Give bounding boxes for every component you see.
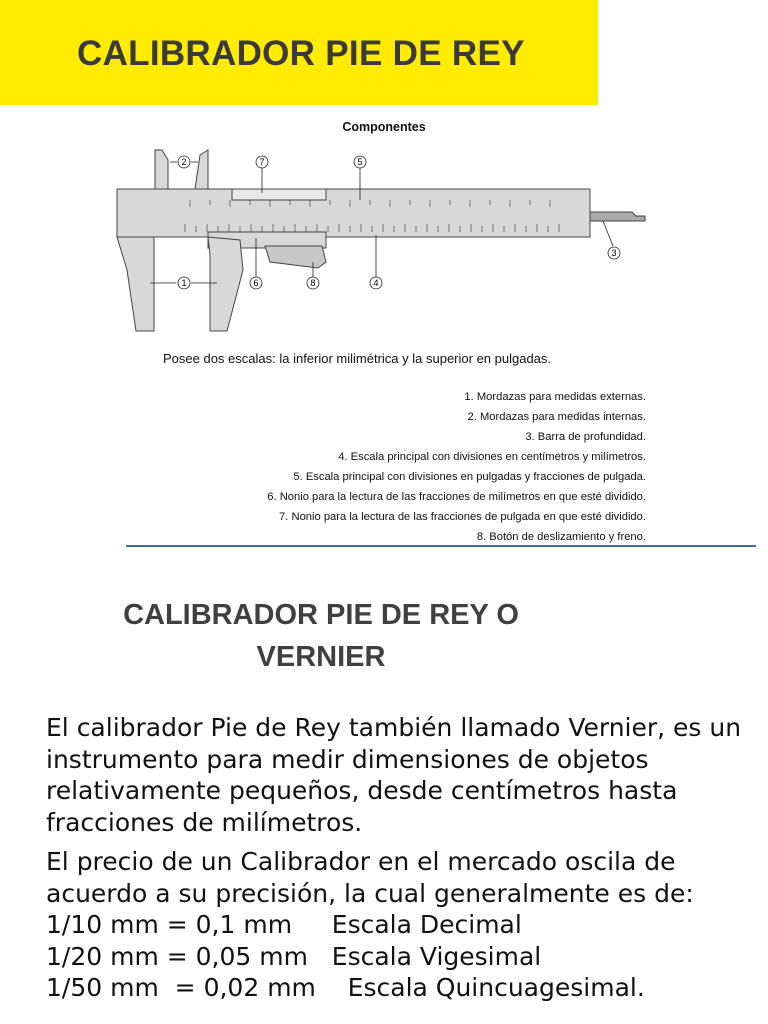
caliper-main-bar bbox=[117, 189, 590, 237]
fixed-internal-jaw bbox=[155, 150, 168, 189]
section-heading bbox=[86, 594, 556, 678]
depth-rod bbox=[590, 212, 645, 221]
callout-6-label: 6 bbox=[253, 278, 259, 288]
legend-item: 6. Nonio para la lectura de las fracciones de milímetros en que esté dividido. bbox=[267, 491, 646, 503]
legend-item: 8. Botón de deslizamiento y freno. bbox=[476, 531, 646, 543]
callout-5-label: 5 bbox=[357, 157, 363, 167]
callout-1-label: 1 bbox=[181, 278, 187, 288]
callout-3-label: 3 bbox=[611, 248, 617, 258]
section-divider bbox=[126, 545, 756, 547]
heading-line-2: VERNIER bbox=[256, 641, 386, 673]
diagram-caption: Posee dos escalas: la inferior milimétrica y la superior en pulgadas. bbox=[163, 351, 552, 366]
legend-item: 5. Escala principal con divisiones en pulgadas y fracciones de pulgada. bbox=[293, 471, 646, 483]
body-text bbox=[46, 712, 746, 1004]
legend-item: 1. Mordazas para medidas externas. bbox=[464, 391, 646, 403]
legend-item: 7. Nonio para la lectura de las fracciones de pulgada en que esté dividido. bbox=[279, 511, 646, 523]
callout-4-label: 4 bbox=[373, 278, 379, 288]
scale-vigesimal: 1/20 mm = 0,05 mm Escala Vigesimal bbox=[46, 941, 542, 971]
heading-line-1: CALIBRADOR PIE DE REY O bbox=[123, 599, 519, 631]
movable-external-jaw bbox=[208, 237, 243, 331]
movable-internal-jaw bbox=[195, 150, 208, 189]
paragraph-price: El precio de un Calibrador en el mercado oscila de acuerdo a su precisión, la cual generalmente es de: bbox=[46, 847, 694, 908]
paragraph-definition: El calibrador Pie de Rey también llamado Vernier, es un instrumento para medir dimensiones de objetos relativamente pequeños, desde centímetros hasta fracciones de milímetros. bbox=[46, 713, 742, 837]
legend-item: 4. Escala principal con divisiones en centímetros y milímetros. bbox=[338, 451, 646, 463]
callout-2-label: 2 bbox=[181, 157, 187, 167]
legend-item: 2. Mordazas para medidas internas. bbox=[467, 411, 646, 423]
diagram-title: Componentes bbox=[342, 120, 426, 134]
component-legend bbox=[267, 387, 646, 547]
slide-title: CALIBRADOR PIE DE REY bbox=[77, 34, 525, 73]
callout-8-label: 8 bbox=[310, 278, 316, 288]
callout-7-label: 7 bbox=[259, 157, 265, 167]
inch-vernier bbox=[232, 189, 326, 200]
scale-decimal: 1/10 mm = 0,1 mm Escala Decimal bbox=[46, 910, 522, 939]
scale-quincuagesimal: 1/50 mm = 0,02 mm Escala Quincuagesimal. bbox=[46, 973, 645, 1002]
legend-item: 3. Barra de profundidad. bbox=[525, 431, 646, 443]
slide-button bbox=[265, 246, 326, 268]
